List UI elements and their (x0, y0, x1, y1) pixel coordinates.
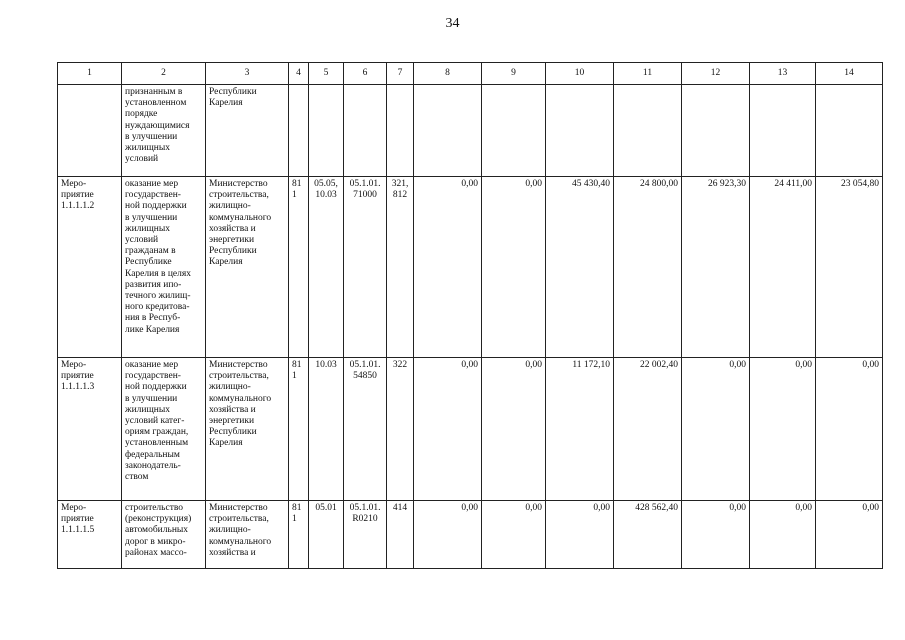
cell-value: 23 054,80 (816, 177, 883, 358)
cell-code: 811 (289, 358, 309, 501)
column-header: 13 (750, 63, 816, 85)
column-header: 14 (816, 63, 883, 85)
cell-section: 10.03 (309, 358, 344, 501)
cell-value: 45 430,40 (546, 177, 614, 358)
cell-description: строительство (реконструкция) автомобильных дорог в микро- районах массо- (122, 501, 206, 569)
cell-empty (58, 85, 122, 177)
cell-value: 24 411,00 (750, 177, 816, 358)
cell-empty (289, 85, 309, 177)
cell-target-article: 05.1.01. 54850 (344, 358, 387, 501)
column-header: 5 (309, 63, 344, 85)
cell-code: 811 (289, 177, 309, 358)
cell-value: 0,00 (750, 501, 816, 569)
cell-executor: Министерство строительства, жилищно- коммунального хозяйства и (206, 501, 289, 569)
cell-section: 05.05, 10.03 (309, 177, 344, 358)
cell-value: 0,00 (682, 358, 750, 501)
cell-value: 0,00 (816, 501, 883, 569)
cell-value: 24 800,00 (614, 177, 682, 358)
budget-table (57, 62, 883, 569)
column-header: 8 (414, 63, 482, 85)
cell-value: 0,00 (816, 358, 883, 501)
cell-empty (546, 85, 614, 177)
cell-empty (682, 85, 750, 177)
cell-description: оказание мер государствен- ной поддержки в улучшении жилищных условий катег- ориям граждан, установленным федеральным законодатель- ством (122, 358, 206, 501)
cell-name: Меро- приятие 1.1.1.1.3 (58, 358, 122, 501)
column-header: 1 (58, 63, 122, 85)
cell-empty (482, 85, 546, 177)
cell-section: 05.01 (309, 501, 344, 569)
table-row (58, 177, 883, 358)
cell-value: 428 562,40 (614, 501, 682, 569)
column-header: 7 (387, 63, 414, 85)
column-header: 10 (546, 63, 614, 85)
cell-empty (816, 85, 883, 177)
cell-value: 0,00 (482, 177, 546, 358)
cell-expense-type: 321, 812 (387, 177, 414, 358)
cell-empty (750, 85, 816, 177)
cell-name: Меро- приятие 1.1.1.1.5 (58, 501, 122, 569)
cell-empty (309, 85, 344, 177)
cell-empty (414, 85, 482, 177)
cell-value: 0,00 (414, 501, 482, 569)
table-row (58, 501, 883, 569)
cell-value: 0,00 (414, 358, 482, 501)
cell-executor: Министерство строительства, жилищно- коммунального хозяйства и энергетики Республики Карелия (206, 358, 289, 501)
column-header: 12 (682, 63, 750, 85)
cell-code: 811 (289, 501, 309, 569)
continuation-row (58, 85, 883, 177)
cell-value: 26 923,30 (682, 177, 750, 358)
cell-empty (344, 85, 387, 177)
table-row (58, 358, 883, 501)
cell-executor: Республики Карелия (206, 85, 289, 177)
cell-value: 0,00 (482, 358, 546, 501)
cell-target-article: 05.1.01. 71000 (344, 177, 387, 358)
cell-description: оказание мер государствен- ной поддержки в улучшении жилищных условий гражданам в Республике Карелия в целях развития ипо- течного жилищ- ного кредитова- ния в Респуб- лике Карелия (122, 177, 206, 358)
cell-value: 0,00 (682, 501, 750, 569)
column-header: 3 (206, 63, 289, 85)
cell-target-article: 05.1.01. R0210 (344, 501, 387, 569)
cell-empty (387, 85, 414, 177)
header-row (58, 63, 883, 85)
column-header: 4 (289, 63, 309, 85)
column-header: 6 (344, 63, 387, 85)
column-header: 2 (122, 63, 206, 85)
cell-empty (614, 85, 682, 177)
cell-value: 0,00 (546, 501, 614, 569)
cell-description: признанным в установленном порядке нуждающимися в улучшении жилищных условий (122, 85, 206, 177)
page-number: 34 (445, 16, 460, 31)
column-header: 9 (482, 63, 546, 85)
cell-value: 0,00 (414, 177, 482, 358)
cell-value: 22 002,40 (614, 358, 682, 501)
cell-name: Меро- приятие 1.1.1.1.2 (58, 177, 122, 358)
column-header: 11 (614, 63, 682, 85)
cell-value: 0,00 (750, 358, 816, 501)
cell-value: 0,00 (482, 501, 546, 569)
cell-value: 11 172,10 (546, 358, 614, 501)
cell-expense-type: 322 (387, 358, 414, 501)
cell-executor: Министерство строительства, жилищно- коммунального хозяйства и энергетики Республики Карелия (206, 177, 289, 358)
cell-expense-type: 414 (387, 501, 414, 569)
